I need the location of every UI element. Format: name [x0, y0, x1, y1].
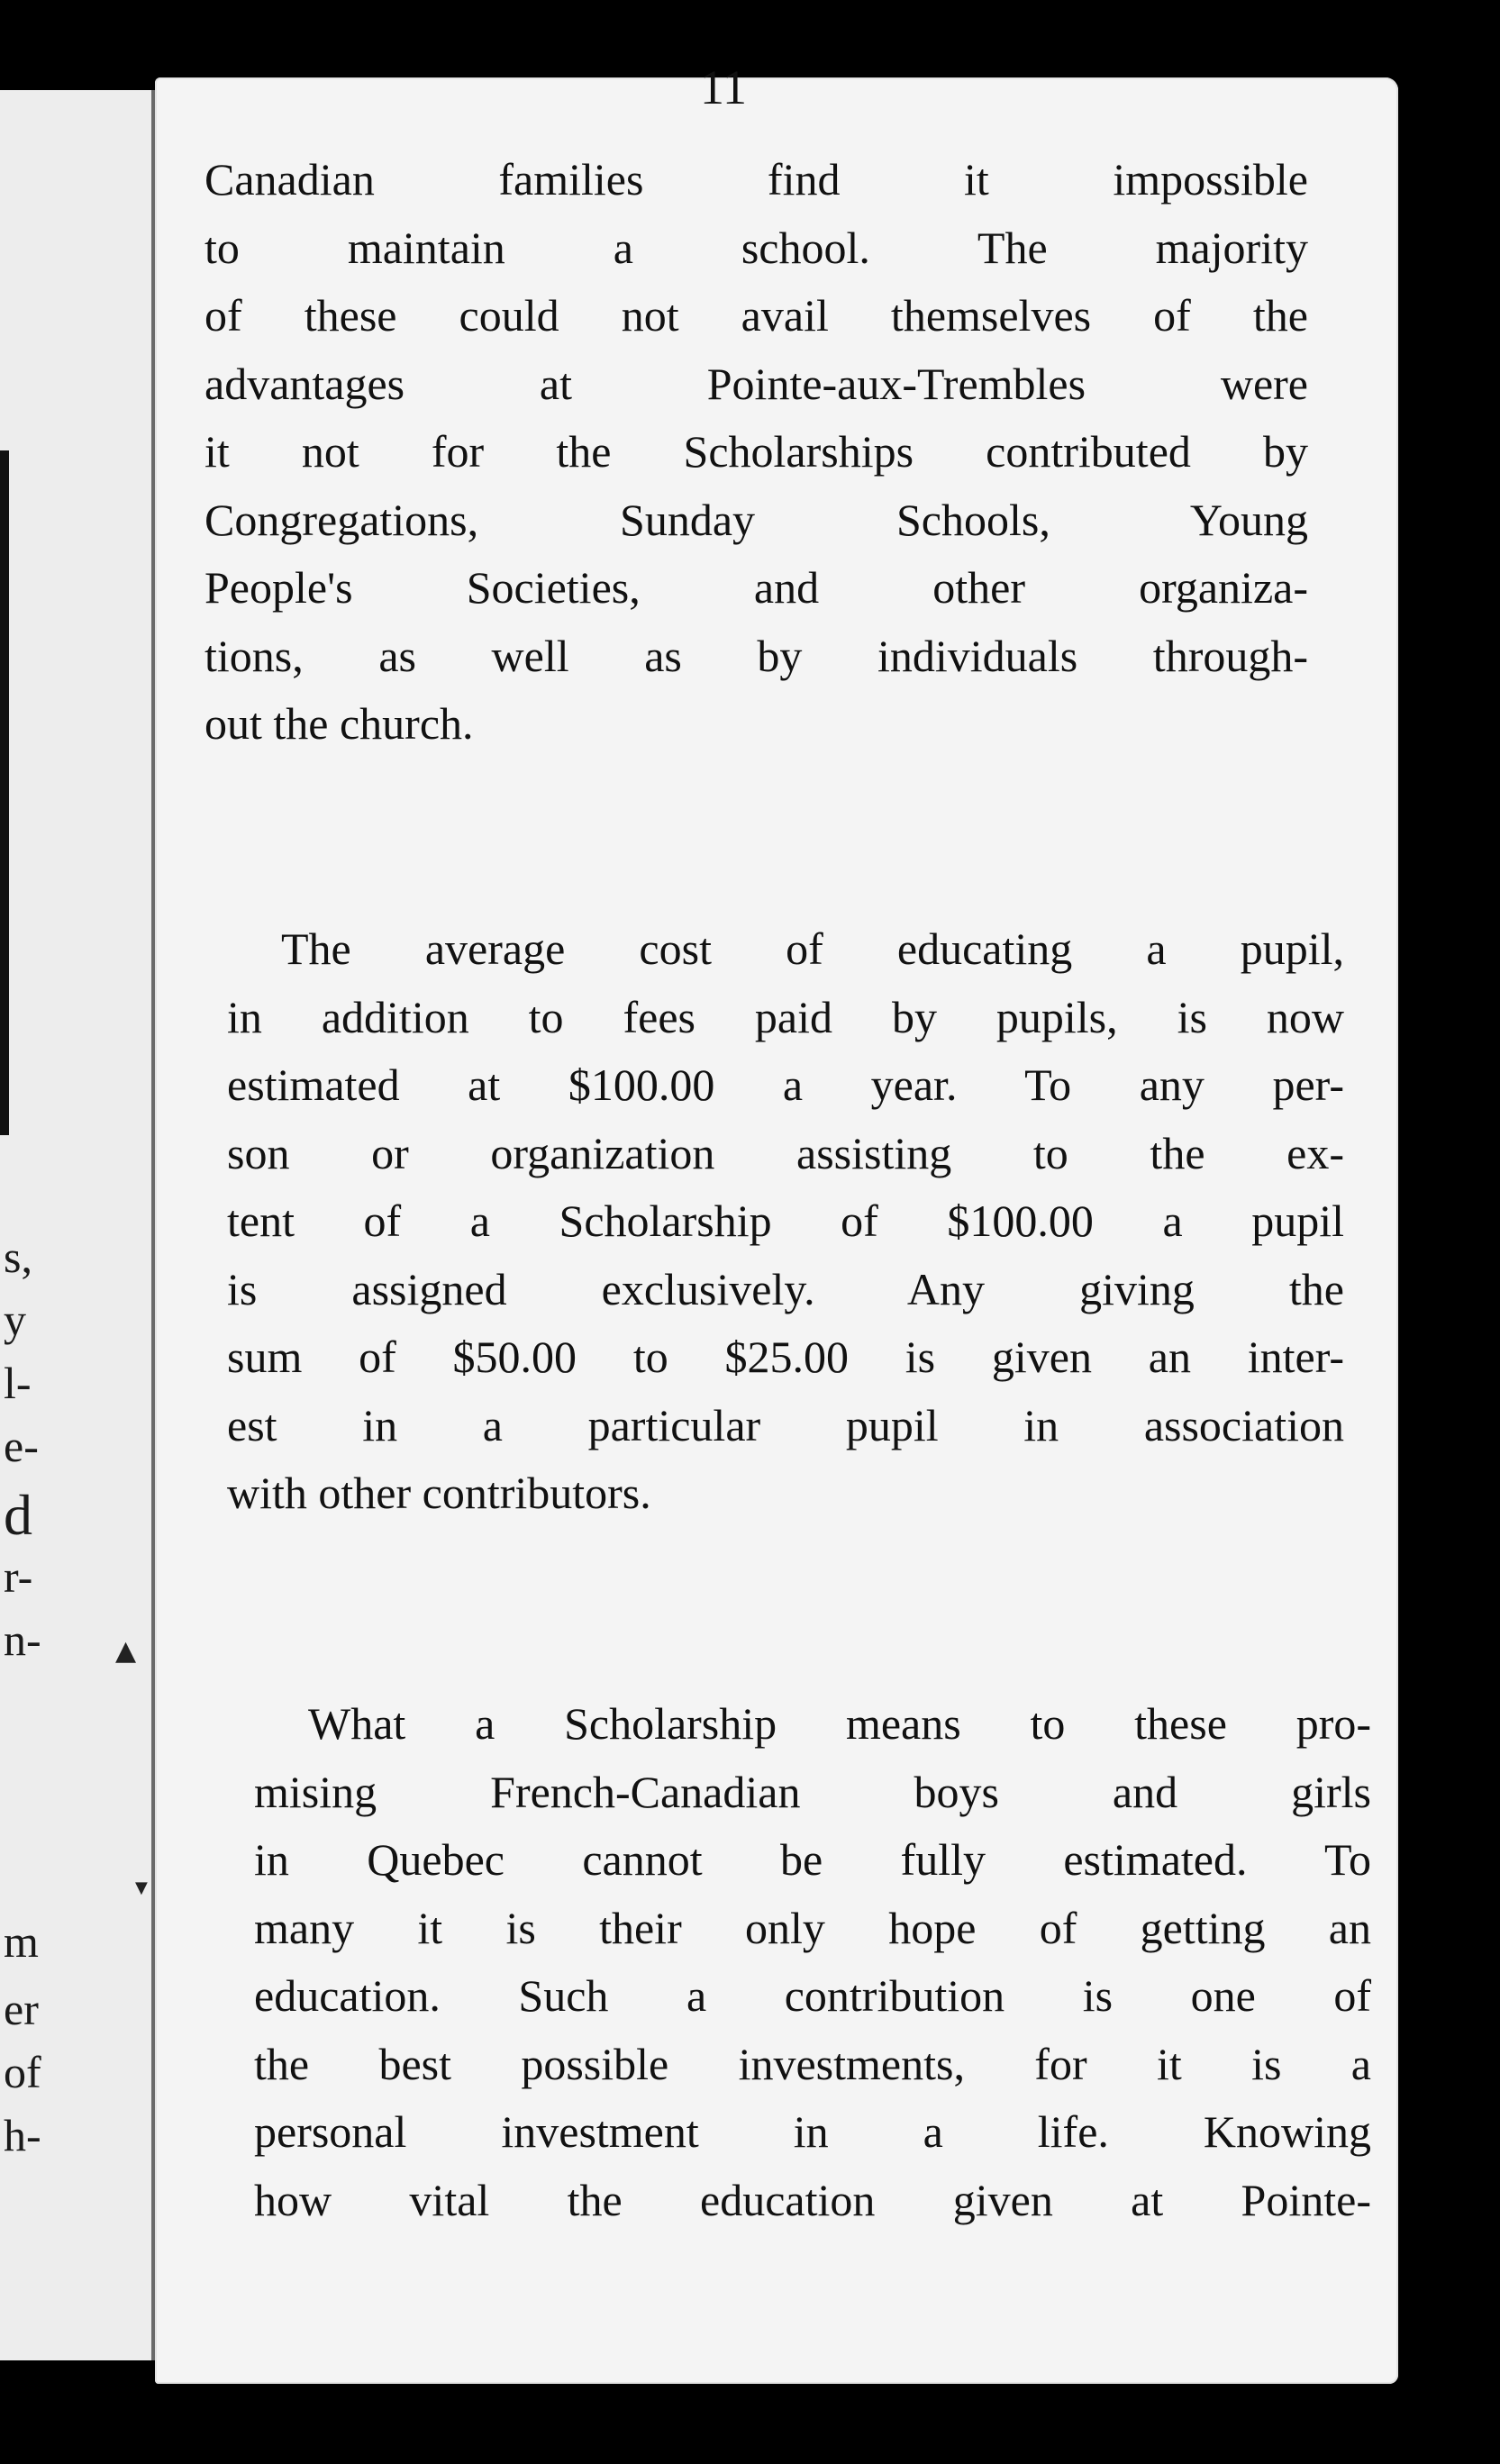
paragraph-2: [227, 915, 1344, 1528]
previous-page-fragment: m: [4, 1916, 39, 1967]
text-line: personal investment in a life. Knowing: [254, 2106, 1371, 2157]
text-line: with other contributors.: [227, 1468, 651, 1518]
previous-page-fragment: l-: [4, 1358, 32, 1408]
text-line: it not for the Scholarships contributed by: [205, 426, 1308, 477]
paragraph-3: [254, 1690, 1371, 2234]
text-line: the best possible investments, for it is a: [254, 2038, 1371, 2089]
text-line: People's Societies, and other organiza-: [205, 562, 1308, 613]
text-line: in addition to fees paid by pupils, is now: [227, 991, 1344, 1042]
previous-page-fragment: r-: [4, 1551, 33, 1602]
previous-page-edge: [0, 90, 155, 2360]
previous-page-rule: [0, 450, 9, 1135]
previous-page-fragment: e-: [4, 1421, 39, 1471]
paragraph-1: [205, 146, 1308, 759]
previous-page-fragment: y: [4, 1295, 26, 1345]
text-line: in Quebec cannot be fully estimated. To: [254, 1834, 1371, 1885]
text-line: estimated at $100.00 a year. To any per-: [227, 1059, 1344, 1110]
text-line: son or organization assisting to the ex-: [227, 1127, 1344, 1178]
text-line: The average cost of educating a pupil,: [281, 923, 1344, 974]
text-line: of these could not avail themselves of the: [205, 290, 1308, 341]
text-line: tent of a Scholarship of $100.00 a pupil: [227, 1196, 1344, 1246]
scan-mark-icon: ▲: [115, 1635, 137, 1667]
page-number: 11: [700, 60, 747, 114]
previous-page-fragment: of: [4, 2047, 41, 2097]
scan-mark-icon: ▼: [135, 1878, 148, 1897]
text-line: to maintain a school. The majority: [205, 222, 1308, 273]
text-line: tions, as well as by individuals through-: [205, 630, 1308, 681]
text-line: advantages at Pointe-aux-Trembles were: [205, 358, 1308, 409]
previous-page-fragment: er: [4, 1984, 39, 2034]
text-line: sum of $50.00 to $25.00 is given an inter-: [227, 1332, 1344, 1382]
text-line: many it is their only hope of getting an: [254, 1902, 1371, 1953]
book-page: [155, 60, 1398, 2384]
text-line: education. Such a contribution is one of: [254, 1970, 1371, 2021]
text-line: What a Scholarship means to these pro-: [308, 1698, 1371, 1749]
text-line: mising French-Canadian boys and girls: [254, 1766, 1371, 1817]
previous-page-fragment: d: [4, 1483, 32, 1547]
text-line: Congregations, Sunday Schools, Young: [205, 494, 1308, 545]
text-line: how vital the education given at Pointe-: [254, 2174, 1371, 2225]
previous-page-fragment: s,: [4, 1232, 32, 1282]
text-line: est in a particular pupil in association: [227, 1399, 1344, 1450]
previous-page-fragment: n-: [4, 1614, 41, 1665]
text-line: out the church.: [205, 698, 474, 749]
text-line: is assigned exclusively. Any giving the: [227, 1263, 1344, 1314]
previous-page-fragment: h-: [4, 2110, 41, 2160]
text-line: Canadian families find it impossible: [205, 154, 1308, 205]
